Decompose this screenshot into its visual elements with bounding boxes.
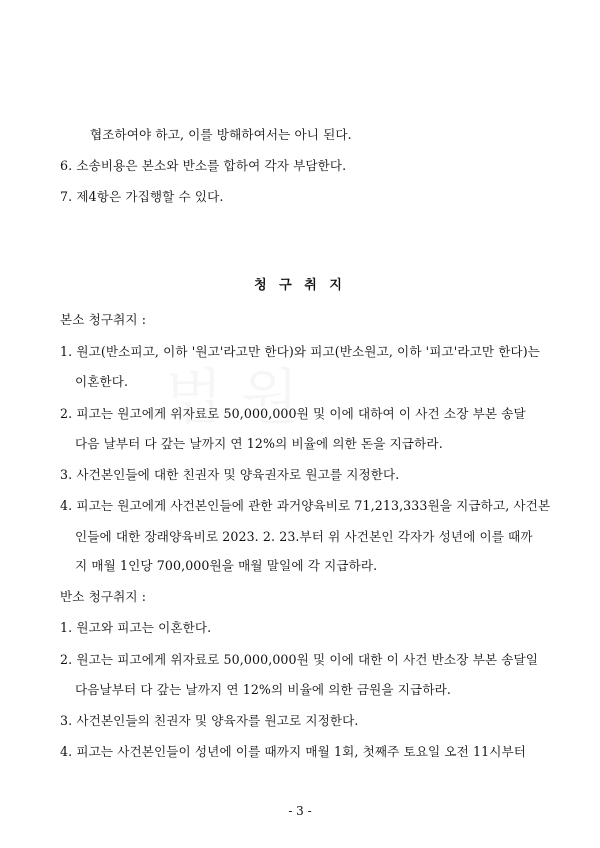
page-number: - 3 - xyxy=(288,804,312,818)
counter-claim-line: 3. 사건본인들의 친권자 및 양육자를 원고로 지정한다. xyxy=(60,713,359,728)
counter-claim-line: 4. 피고는 사건본인들이 성년에 이를 때까지 매월 1회, 첫째주 토요일 오전 11시부터 xyxy=(60,744,527,759)
counter-claim-header: 반소 청구취지 : xyxy=(60,589,147,604)
text-line: 7. 제4항은 가집행할 수 있다. xyxy=(60,189,224,204)
main-claim-line: 이혼한다. xyxy=(75,374,129,389)
main-claim-line: 인들에 대한 장래양육비로 2023. 2. 23.부터 위 사건본인 각자가 성년에 이를 때까 xyxy=(75,529,533,544)
text-line: 6. 소송비용은 본소와 반소를 합하여 각자 부담한다. xyxy=(60,158,347,173)
main-claim-header: 본소 청구취지 : xyxy=(60,312,147,327)
section-title: 청 구 취 지 xyxy=(254,278,346,293)
text-line: 협조하여야 하고, 이를 방해하여서는 아니 된다. xyxy=(90,127,352,142)
counter-claim-line: 2. 원고는 피고에게 위자료로 50,000,000원 및 이에 대한 이 사건 반소장 부본 송달일 xyxy=(60,652,538,667)
main-claim-line: 지 매월 1인당 700,000원을 매월 말일에 각 지급하라. xyxy=(75,558,378,573)
main-claim-line: 1. 원고(반소피고, 이하 '원고'라고만 한다)와 피고(반소원고, 이하 '피고'라고만 한다)는 xyxy=(60,344,541,359)
watermark xyxy=(165,350,317,436)
main-claim-line: 다음 날부터 다 갚는 날까지 연 12%의 비율에 의한 돈을 지급하라. xyxy=(75,436,443,451)
main-claim-line: 2. 피고는 원고에게 위자료로 50,000,000원 및 이에 대하여 이 사건 소장 부본 송달 xyxy=(60,406,526,421)
main-claim-line: 3. 사건본인들에 대한 친권자 및 양육권자로 원고를 지정한다. xyxy=(60,467,400,482)
counter-claim-line: 1. 원고와 피고는 이혼한다. xyxy=(60,620,212,635)
main-claim-line: 4. 피고는 원고에게 사건본인들에 관한 과거양육비로 71,213,333원을 지급하고, 사건본 xyxy=(60,498,551,513)
counter-claim-line: 다음날부터 다 갚는 날까지 연 12%의 비율에 의한 금원을 지급하라. xyxy=(75,682,451,697)
